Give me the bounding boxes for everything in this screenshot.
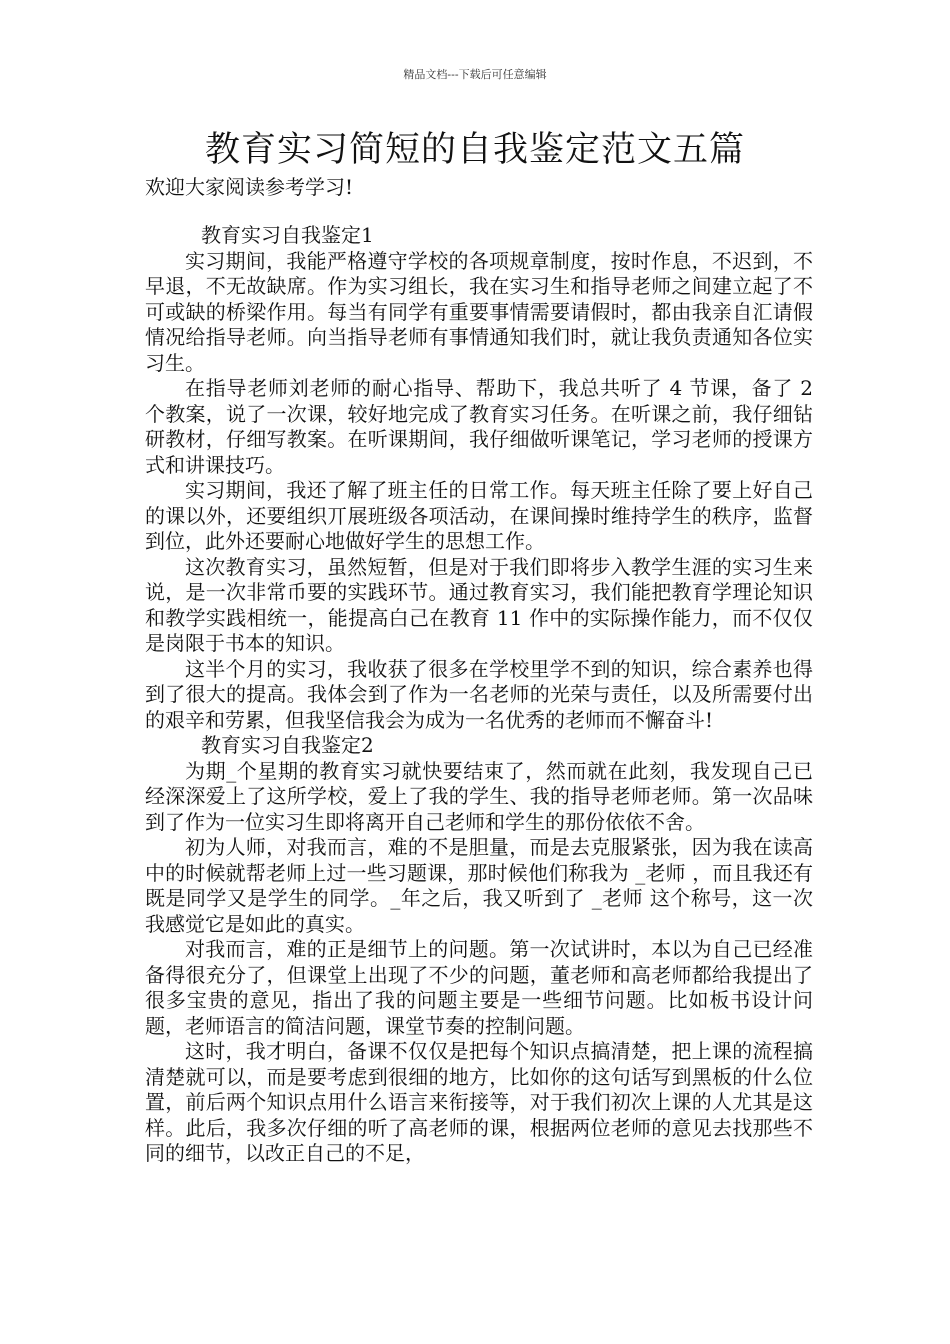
greeting-text: 欢迎大家阅读参考学习! <box>145 175 354 199</box>
paragraph: 对我而言，难的正是细节上的问题。第一次试讲时，本以为自己已经准备得很充分了，但课堂上出现了不少的问题，董老师和高老师都给我提出了很多宝贵的意见，指出了我的问题主要是一些细节问题。比如板书设计问题，老师语言的简洁问题，课堂节奏的控制问题。 <box>145 937 813 1038</box>
paragraph: 为期_个星期的教育实习就快要结束了，然而就在此刻，我发现自己已经深深爱上了这所学校，爱上了我的学生、我的指导老师老师。第一次品味到了作为一位实习生即将离开自己老师和学生的那份依依不舍。 <box>145 758 813 834</box>
paragraph: 这半个月的实习，我收获了很多在学校里学不到的知识，综合素养也得到了很大的提高。我体会到了作为一名老师的光荣与责任，以及所需要付出的艰辛和劳累，但我坚信我会为成为一名优秀的老师而不懈奋斗! <box>145 656 813 732</box>
paragraph: 这次教育实习，虽然短暂，但是对于我们即将步入教学生涯的实习生来说，是一次非常币要的实践环节。通过教育实习，我们能把教育学理论知识和教学实践相统一，能提高白己在教育 11 作中的实际操作能力，而不仅仅是岗限于书本的知识。 <box>145 554 813 655</box>
paragraph: 实习期间，我能严格遵守学校的各项规章制度，按时作息，不迟到，不早退，不无故缺席。作为实习组长，我在实习生和指导老师之间建立起了不可或缺的桥梁作用。每当有同学有重要事情需要请假时，都由我亲自汇请假情况给指导老师。向当指导老师有事情通知我们时，就让我负责通知各位实习生。 <box>145 248 813 375</box>
document-body <box>145 223 813 1167</box>
paragraph: 在指导老师刘老师的耐心指导、帮助下，我总共听了 4 节课，备了 2 个教案，说了一次课，较好地完成了教育实习任务。在听课之前，我仔细钻研教材，仔细写教案。在听课期间，我仔细做听课笔记，学习老师的授课方式和讲课技巧。 <box>145 376 813 477</box>
paragraph: 实习期间，我还了解了班主任的日常工作。每天班主任除了要上好自己的课以外，还要组织丌展班级各项活动，在课间操时维持学生的秩序，监督到位，此外还要耐心地做好学生的思想工作。 <box>145 478 813 553</box>
section-heading: 教育实习自我鉴定1 <box>201 223 374 247</box>
page-header: 精品文档---下载后可任意编辑 <box>403 68 547 81</box>
paragraph: 这时，我才明白，备课不仅仅是把每个知识点搞清楚，把上课的流程搞清楚就可以，而是要考虑到很细的地方，比如你的这句话写到黑板的什么位置，前后两个知识点用什么语言来衔接等，对于我们初次上课的人尤其是这样。此后，我多次仔细的听了高老师的课，根据两位老师的意见去找那些不同的细节，以改正自己的不足， <box>145 1039 813 1165</box>
document-title: 教育实习简短的自我鉴定范文五篇 <box>204 130 745 170</box>
paragraph: 初为人师，对我而言，难的不是胆量，而是去克服紧张，因为我在读高中的时候就帮老师上过一些习题课，那时候他们称我为 _老师 ，而且我还有既是同学又是学生的同学。_年之后，我又听到了 _老师 这个称号，这一次我感觉它是如此的真实。 <box>145 835 813 936</box>
section-heading: 教育实习自我鉴定2 <box>201 733 374 757</box>
